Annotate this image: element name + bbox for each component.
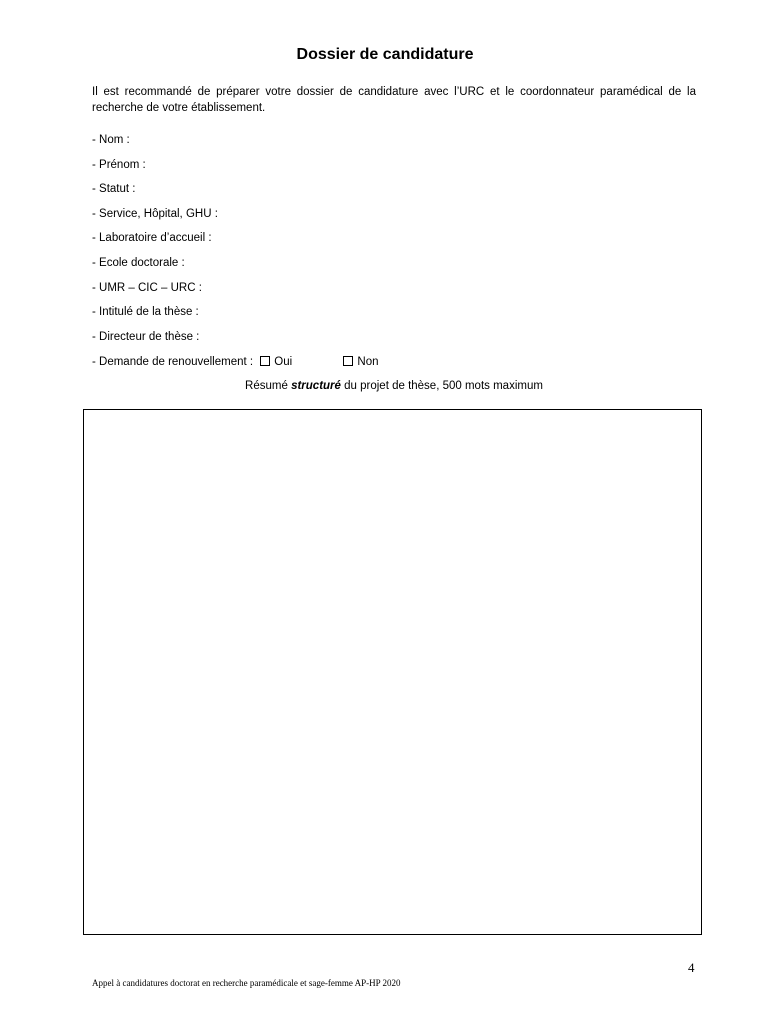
renewal-label: - Demande de renouvellement :	[92, 356, 254, 368]
summary-emphasis: structuré	[291, 380, 341, 392]
intro-paragraph: Il est recommandé de préparer votre dossier de candidature avec l’URC et le coordonnateur paramédical de la recherche de votre établissement.	[92, 86, 696, 114]
checkbox-icon[interactable]	[343, 356, 353, 366]
page-number: 4	[688, 960, 695, 975]
footer-text: Appel à candidatures doctorat en recherche paramédicale et sage-femme AP-HP 2020	[92, 978, 401, 988]
field-laboratoire: - Laboratoire d’accueil :	[92, 232, 212, 245]
checkbox-icon[interactable]	[260, 356, 270, 366]
field-intitule: - Intitulé de la thèse :	[92, 306, 199, 319]
field-ecole-doctorale: - Ecole doctorale :	[92, 256, 185, 269]
field-service: - Service, Hôpital, GHU :	[92, 207, 218, 220]
renewal-option-yes-label: Oui	[274, 356, 293, 368]
field-nom: - Nom :	[92, 134, 130, 146]
summary-prefix: Résumé	[245, 380, 288, 392]
renewal-option-no-label: Non	[357, 356, 379, 368]
page-title: Dossier de candidature	[296, 46, 474, 63]
summary-suffix: du projet de thèse, 500 mots maximum	[344, 380, 543, 392]
renewal-option-yes[interactable]	[260, 356, 295, 368]
candidate-fields-list	[92, 132, 218, 353]
renewal-option-no[interactable]	[343, 356, 378, 368]
field-statut: - Statut :	[92, 183, 136, 196]
field-umr: - UMR – CIC – URC :	[92, 281, 202, 294]
summary-label	[0, 378, 770, 394]
field-directeur: - Directeur de thèse :	[92, 330, 200, 343]
renewal-row	[92, 354, 379, 370]
summary-text-area[interactable]	[83, 409, 702, 935]
field-prenom: - Prénom :	[92, 158, 146, 171]
